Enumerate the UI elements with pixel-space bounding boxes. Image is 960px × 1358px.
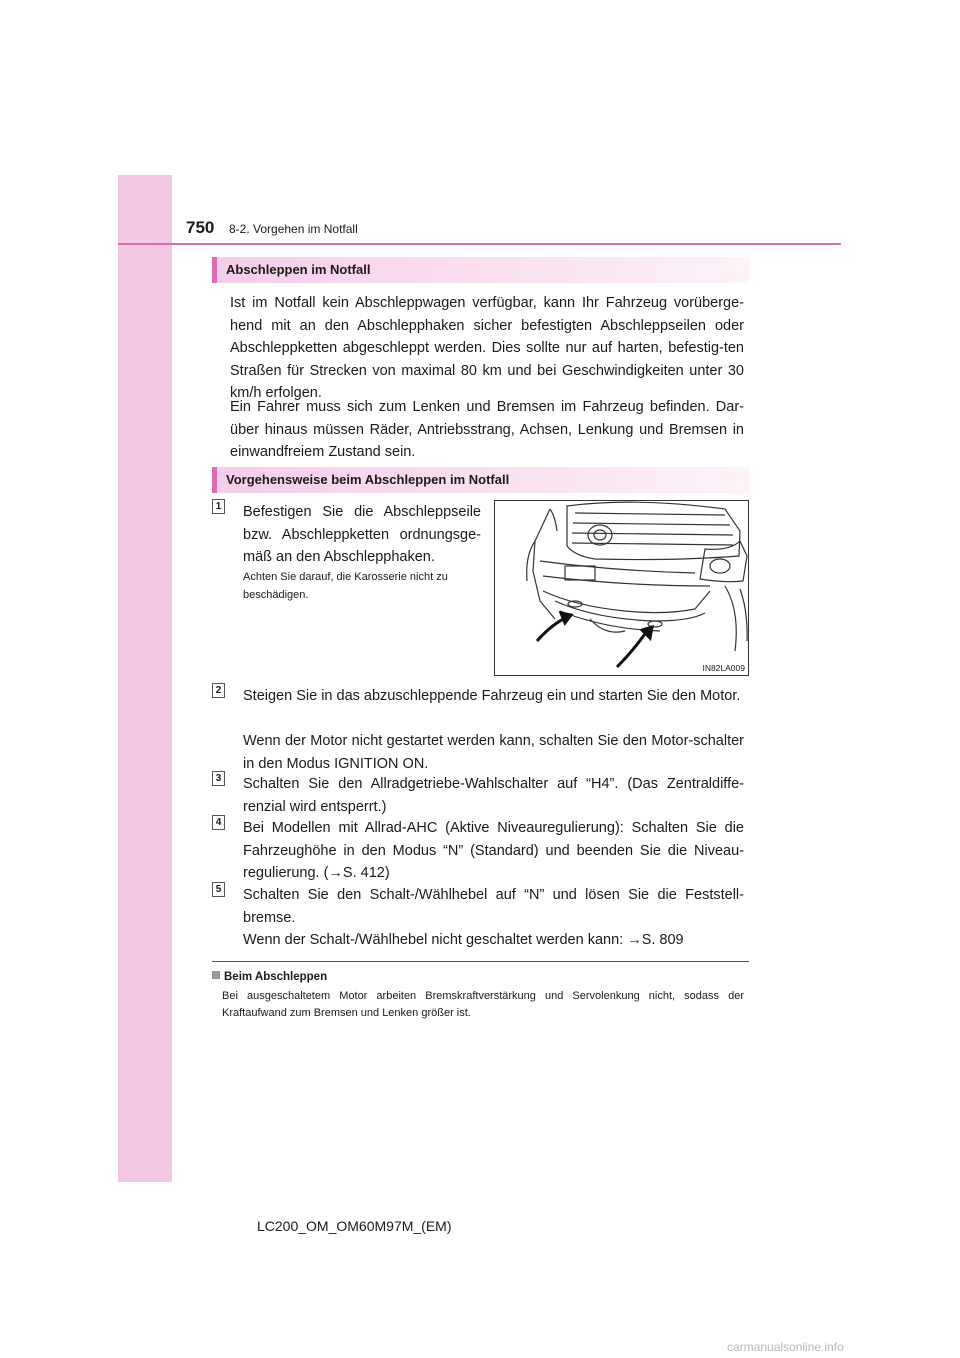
step-number-4: 4 bbox=[212, 815, 225, 830]
square-bullet-icon bbox=[212, 971, 220, 979]
step-5-text: Schalten Sie den Schalt-/Wählhebel auf “N” und lösen Sie die Feststell-bremse. bbox=[243, 887, 744, 926]
figure-code: IN82LA009 bbox=[702, 663, 745, 673]
step-1-note: Achten Sie darauf, die Karosserie nicht zu beschädigen. bbox=[243, 571, 448, 601]
vehicle-drawing bbox=[495, 501, 748, 675]
section-title: Abschleppen im Notfall bbox=[226, 262, 371, 277]
step-number-2: 2 bbox=[212, 683, 225, 698]
step-2-text: Steigen Sie in das abzuschleppende Fahrzeug ein und starten Sie den Motor. bbox=[243, 688, 741, 704]
intro-paragraph: Ist im Notfall kein Abschleppwagen verfügbar, kann Ihr Fahrzeug vorüberge-hend mit an den Abschlepphaken sicher befestigten Abschleppseilen oder Abschleppketten abgeschleppt werden. Dies sollte nur auf harten, befestig-ten Straßen für Strecken von maximal 80 km und bei Geschwindigkeiten unter 30 km/h erfolgen. bbox=[230, 295, 744, 401]
step-1-text: Befestigen Sie die Abschleppseile bzw. Abschleppketten ordnungsge-mäß an den Abschlepphaken. bbox=[243, 504, 481, 565]
page-number: 750 bbox=[186, 218, 215, 237]
watermark: carmanualsonline.info bbox=[727, 1340, 844, 1354]
step-5-subtext: Wenn der Schalt-/Wählhebel nicht geschaltet werden kann: →S. 809 bbox=[243, 932, 684, 948]
step-number-1: 1 bbox=[212, 499, 225, 514]
section-header-emergency-towing bbox=[212, 257, 749, 283]
note-body: Bei ausgeschaltetem Motor arbeiten Bremskraftverstärkung und Servolenkung nicht, sodass der Kraftaufwand zum Bremsen und Lenken größer ist. bbox=[222, 990, 744, 1019]
driver-paragraph: Ein Fahrer muss sich zum Lenken und Bremsen im Fahrzeug befinden. Dar-über hinaus müssen Räder, Antriebsstrang, Achsen, Lenkung und Bremsen in einwandfreiem Zustand sein. bbox=[230, 399, 744, 460]
note-heading bbox=[212, 971, 327, 983]
section-title: Vorgehensweise beim Abschleppen im Notfall bbox=[226, 472, 510, 487]
step-number-3: 3 bbox=[212, 771, 225, 786]
note-divider bbox=[212, 961, 749, 962]
section-header-procedure bbox=[212, 467, 749, 493]
document-id: LC200_OM_OM60M97M_(EM) bbox=[257, 1218, 452, 1234]
header-rule bbox=[118, 243, 841, 245]
chapter-title: 8-2. Vorgehen im Notfall bbox=[229, 222, 358, 236]
note-title-text: Beim Abschleppen bbox=[224, 971, 328, 983]
step-2-subtext: Wenn der Motor nicht gestartet werden kann, schalten Sie den Motor-schalter in den Modus IGNITION ON. bbox=[243, 733, 744, 772]
side-tab-bar bbox=[118, 175, 172, 1182]
vehicle-front-illustration bbox=[494, 500, 749, 676]
step-3-text: Schalten Sie den Allradgetriebe-Wahlschalter auf “H4”. (Das Zentraldiffe-renzial wird entsperrt.) bbox=[243, 776, 744, 815]
step-4-text: Bei Modellen mit Allrad-AHC (Aktive Niveauregulierung): Schalten Sie die Fahrzeughöhe in den Modus “N” (Standard) und beenden Sie die Niveau-regulierung. (→S. 412) bbox=[243, 820, 744, 881]
step-number-5: 5 bbox=[212, 882, 225, 897]
